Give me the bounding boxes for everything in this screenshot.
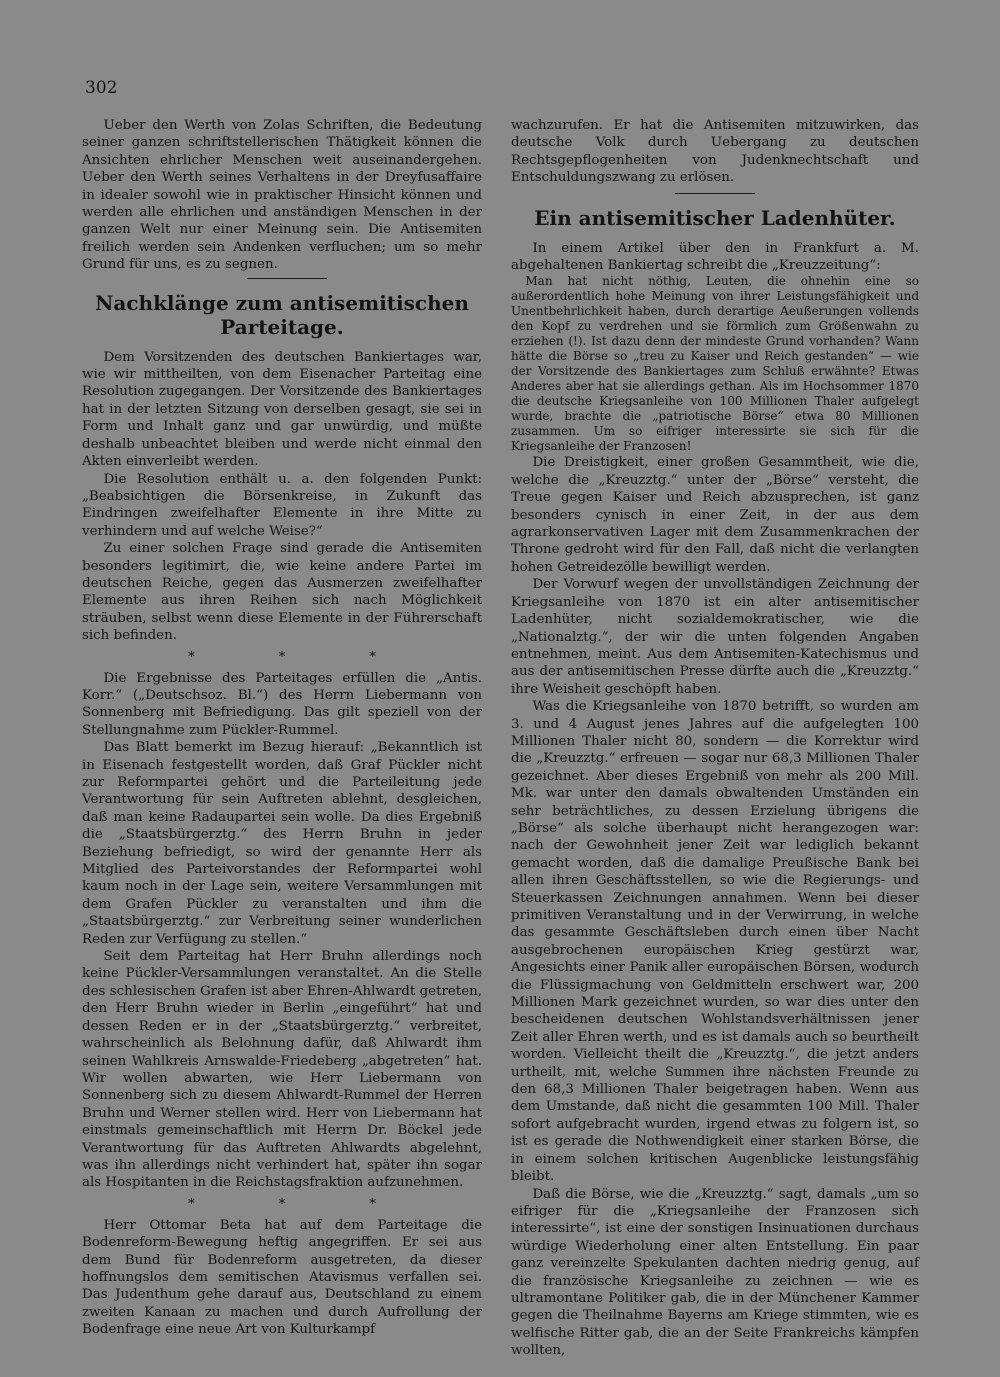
- paragraph: Ueber den Werth von Zolas Schriften, die Bedeutung seiner ganzen schriftstellerischen Thätigkeit können die Ansichten ehrlicher Menschen weit auseinandergehen. Ueber den Werth seines Verhaltens in der Dreyfusaffaire in idealer sowohl wie in praktischer Hinsicht können und werden alle ehrlichen und anständigen Menschen in der ganzen Welt nur einer Meinung sein. Die Antisemiten freilich werden sein Andenken verfluchen; um so mehr Grund für uns, es zu segnen.: [82, 118, 482, 273]
- paragraph: Zu einer solchen Frage sind gerade die Antisemiten besonders legitimirt, die, wie keine andere Partei im deutschen Reiche, gegen das Ausmerzen zweifelhafter Elemente aus ihren Reihen sich nach Möglichkeit sträuben, selbst wenn diese Elemente in der Führerschaft sich befinden.: [82, 541, 482, 644]
- section-stars: * * *: [188, 1196, 416, 1212]
- paragraph: Herr Ottomar Beta hat auf dem Parteitage die Bodenreform-Bewegung heftig angegriffen. Er sei aus dem Bund für Bodenreform ausgetreten, da dieser hoffnungslos dem semitischen Atavismus verfallen sei. Das Judenthum gehe darauf aus, Deutschland zu einem zweiten Kanaan zu machen und durch Aufrollung der Bodenfrage eine neue Art von Kulturkampf: [82, 1217, 482, 1338]
- right-column: [511, 117, 919, 1360]
- paragraph: Daß die Börse, wie die „Kreuzztg.“ sagt, damals „um so eifriger für die „Kriegsanleihe der Franzosen sich interessirte“, ist eine der sonstigen Insinuationen durchaus würdige Wiederholung einer alten Entstellung. Ein paar ganz vereinzelte Spekulanten dachten niedrig genug, auf die französische Kriegsanleihe zu zeichnen — wie es ultramontane Politiker gab, die in der Münchener Kammer gegen die Theilnahme Bayerns am Kriege stimmten, wie es welfische Ritter gab, die an der Seite Frankreichs kämpfen wollten,: [511, 1186, 919, 1359]
- paragraph: wachzurufen. Er hat die Antisemiten mitzuwirken, das deutsche Volk durch Uebergang zu deutschen Rechtsgepflogenheiten von Judenknechtschaft und Entschuldungszwang zu erlösen.: [511, 118, 919, 186]
- paragraph: Die Resolution enthält u. a. den folgenden Punkt: „Beabsichtigen die Börsenkreise, in Zukunft das Eindringen zweifelhafter Elemente in ihre Mitte zu verhindern und auf welche Weise?“: [82, 471, 482, 539]
- section-stars: * * *: [188, 649, 416, 665]
- left-column: [82, 117, 482, 1339]
- paragraph: Die Dreistigkeit, einer großen Gesammtheit, wie die, welche die „Kreuzztg.“ unter der „Börse“ versteht, die Treue gegen Kaiser und Reich abzusprechen, ist ganz besonders cynisch in einer Zeit, in der aus dem agrarkonservativen Lager mit dem Zusammenkrachen der Throne gedroht wird für den Fall, daß nicht die verlangten hohen Getreidezölle bewilligt werden.: [511, 455, 919, 575]
- paragraph: Der Vorwurf wegen der unvollständigen Zeichnung der Kriegsanleihe von 1870 ist ein alter antisemitischer Ladenhüter, nicht sozialdemokratischer, wie die „Nationalztg.“, der wir die unten folgenden Angaben entnehmen, meint. Aus dem Antisemiten-Katechismus und aus der antisemitischen Presse dürfte auch die „Kreuzztg.“ ihre Weisheit geschöpft haben.: [511, 577, 919, 697]
- section-divider: [675, 193, 755, 194]
- article-heading: Ein antisemitischer Ladenhüter.: [534, 205, 896, 230]
- paragraph: Seit dem Parteitag hat Herr Bruhn allerdings noch keine Pückler-Versammlungen veranstaltet. An die Stelle des schlesischen Grafen ist aber Ehren-Ahlwardt getreten, den Herr Bruhn wieder in Berlin „eingeführt“ hat und dessen Reden er in der „Staatsbürgerztg.“ verbreitet, wahrscheinlich als Belohnung dafür, daß Ahlwardt ihm seinen Wahlkreis Arnswalde-Friedeberg „abgetreten“ hat. Wir wollen abwarten, wie Herr Liebermann von Sonnenberg sich zu diesem Ahlwardt-Rummel der Herren Bruhn und Werner stellen wird. Herr von Liebermann hat einstmals gemeinschaftlich mit Herrn Dr. Böckel jede Verantwortung für das Auftreten Ahlwardts abgelehnt, was ihn allerdings nicht verhindert hat, später ihn sogar als Hospitanten in die Reichstagsfraktion aufzunehmen.: [82, 949, 482, 1191]
- paragraph: Dem Vorsitzenden des deutschen Bankiertages war, wie wir mittheilten, von dem Eisenacher Parteitag eine Resolution zugegangen. Der Vorsitzende des Bankiertages hat in der letzten Sitzung von derselben gesagt, sie sei in Form und Inhalt ganz und gar unwürdig, und müßte deshalb unbeachtet bleiben und werde nicht einmal den Akten einverleibt werden.: [82, 349, 482, 470]
- quotation: Man hat nicht nöthig, Leuten, die ohnehin eine so außerordentlich hohe Meinung von ihrer Leistungsfähigkeit und Unentbehrlichkeit haben, durch derartige Aeußerungen vollends den Kopf zu verdrehen und sie förmlich zum Größenwahn zu erziehen (!). Ist dazu denn der mindeste Grund vorhanden? Wann hätte die Börse so „treu zu Kaiser und Reich gestanden“ — wie der Vorsitzende des Bankiertages zum Schluß erwähnte? Etwas Anderes aber hat sie allerdings gethan. Als im Hochsommer 1870 die deutsche Kriegsanleihe von 100 Millionen Thaler aufgelegt wurde, brachte die „patriotische Börse“ etwa 80 Millionen zusammen. Um so eifriger interessirte sie sich für die Kriegsanleihe der Franzosen!: [511, 274, 919, 454]
- article-heading: Nachklänge zum antisemitischen Parteitage.: [95, 290, 469, 339]
- paragraph: Die Ergebnisse des Parteitages erfüllen die „Antis. Korr.“ („Deutschsoz. Bl.“) des Herrn Liebermann von Sonnenberg mit Befriedigung. Das gilt speziell von der Stellungnahme zum Pückler-Rummel.: [82, 670, 482, 738]
- paragraph: Was die Kriegsanleihe von 1870 betrifft, so wurden am 3. und 4 August jenes Jahres auf die aufgelegten 100 Millionen Thaler nicht 80, sondern — die Korrektur wird die „Kreuzztg.“ erfreuen — sogar nur 68,3 Millionen Thaler gezeichnet. Aber dieses Ergebniß von mehr als 200 Mill. Mk. war unter den damals obwaltenden Umständen ein sehr beträchtliches, zu dessen Erzielung übrigens die „Börse“ als solche überhaupt nicht herangezogen war: nach der Gewohnheit jener Zeit war lediglich bekannt gemacht worden, daß die damalige Preußische Bank bei allen ihren Geschäftsstellen, so wie die Regierungs- und Steuerkassen Zeichnungen annahmen. Wenn bei dieser primitiven Veranstaltung und in der Verwirrung, in welche das gesammte Geschäftsleben durch einen über Nacht ausgebrochenen europäischen Krieg gestürzt war, Angesichts einer Panik aller europäischen Börsen, wodurch die Flüssigmachung von Geldmitteln erschwert war, 200 Millionen Mark gezeichnet wurden, so war dies unter den bescheidenen deutschen Wohlstandsverhältnissen jener Zeit aller Ehren werth, und es ist damals auch so beurtheilt worden. Vielleicht theilt die „Kreuzztg.“, die jetzt anders urtheilt, mit, welche Summen ihre nächsten Freunde zu den 68,3 Millionen Thaler beigetragen haben. Wenn aus dem Umstande, daß nicht die gesammten 100 Mill. Thaler sofort aufgebracht wurden, irgend etwas zu folgern ist, so ist es gerade die Nothwendigkeit einer starken Börse, die in einem solchen kritischen Augenblicke leistungsfähig bleibt.: [511, 699, 919, 1185]
- paragraph: Das Blatt bemerkt im Bezug hierauf: „Bekanntlich ist in Eisenach festgestellt worden, daß Graf Pückler nicht zur Reformpartei gehört und die Parteileitung jede Verantwortung für sein Auftreten ablehnt, desgleichen, daß man keine Radaupartei sein wolle. Da dies Ergebniß die „Staatsbürgerztg.“ des Herrn Bruhn in jeder Beziehung befriedigt, so wird der genannte Herr als Mitglied des Parteivorstandes der Reformpartei wohl kaum noch in der Lage sein, weitere Versammlungen mit dem Grafen Pückler zu veranstalten und ihm die „Staatsbürgerztg.“ zur Verbreitung seiner wunderlichen Reden zur Verfügung zu stellen.“: [82, 740, 482, 947]
- section-divider: [247, 278, 327, 279]
- page-number: 302: [85, 78, 118, 98]
- paragraph: In einem Artikel über den in Frankfurt a. M. abgehaltenen Bankiertag schreibt die „Kreuzzeitung“:: [511, 240, 919, 274]
